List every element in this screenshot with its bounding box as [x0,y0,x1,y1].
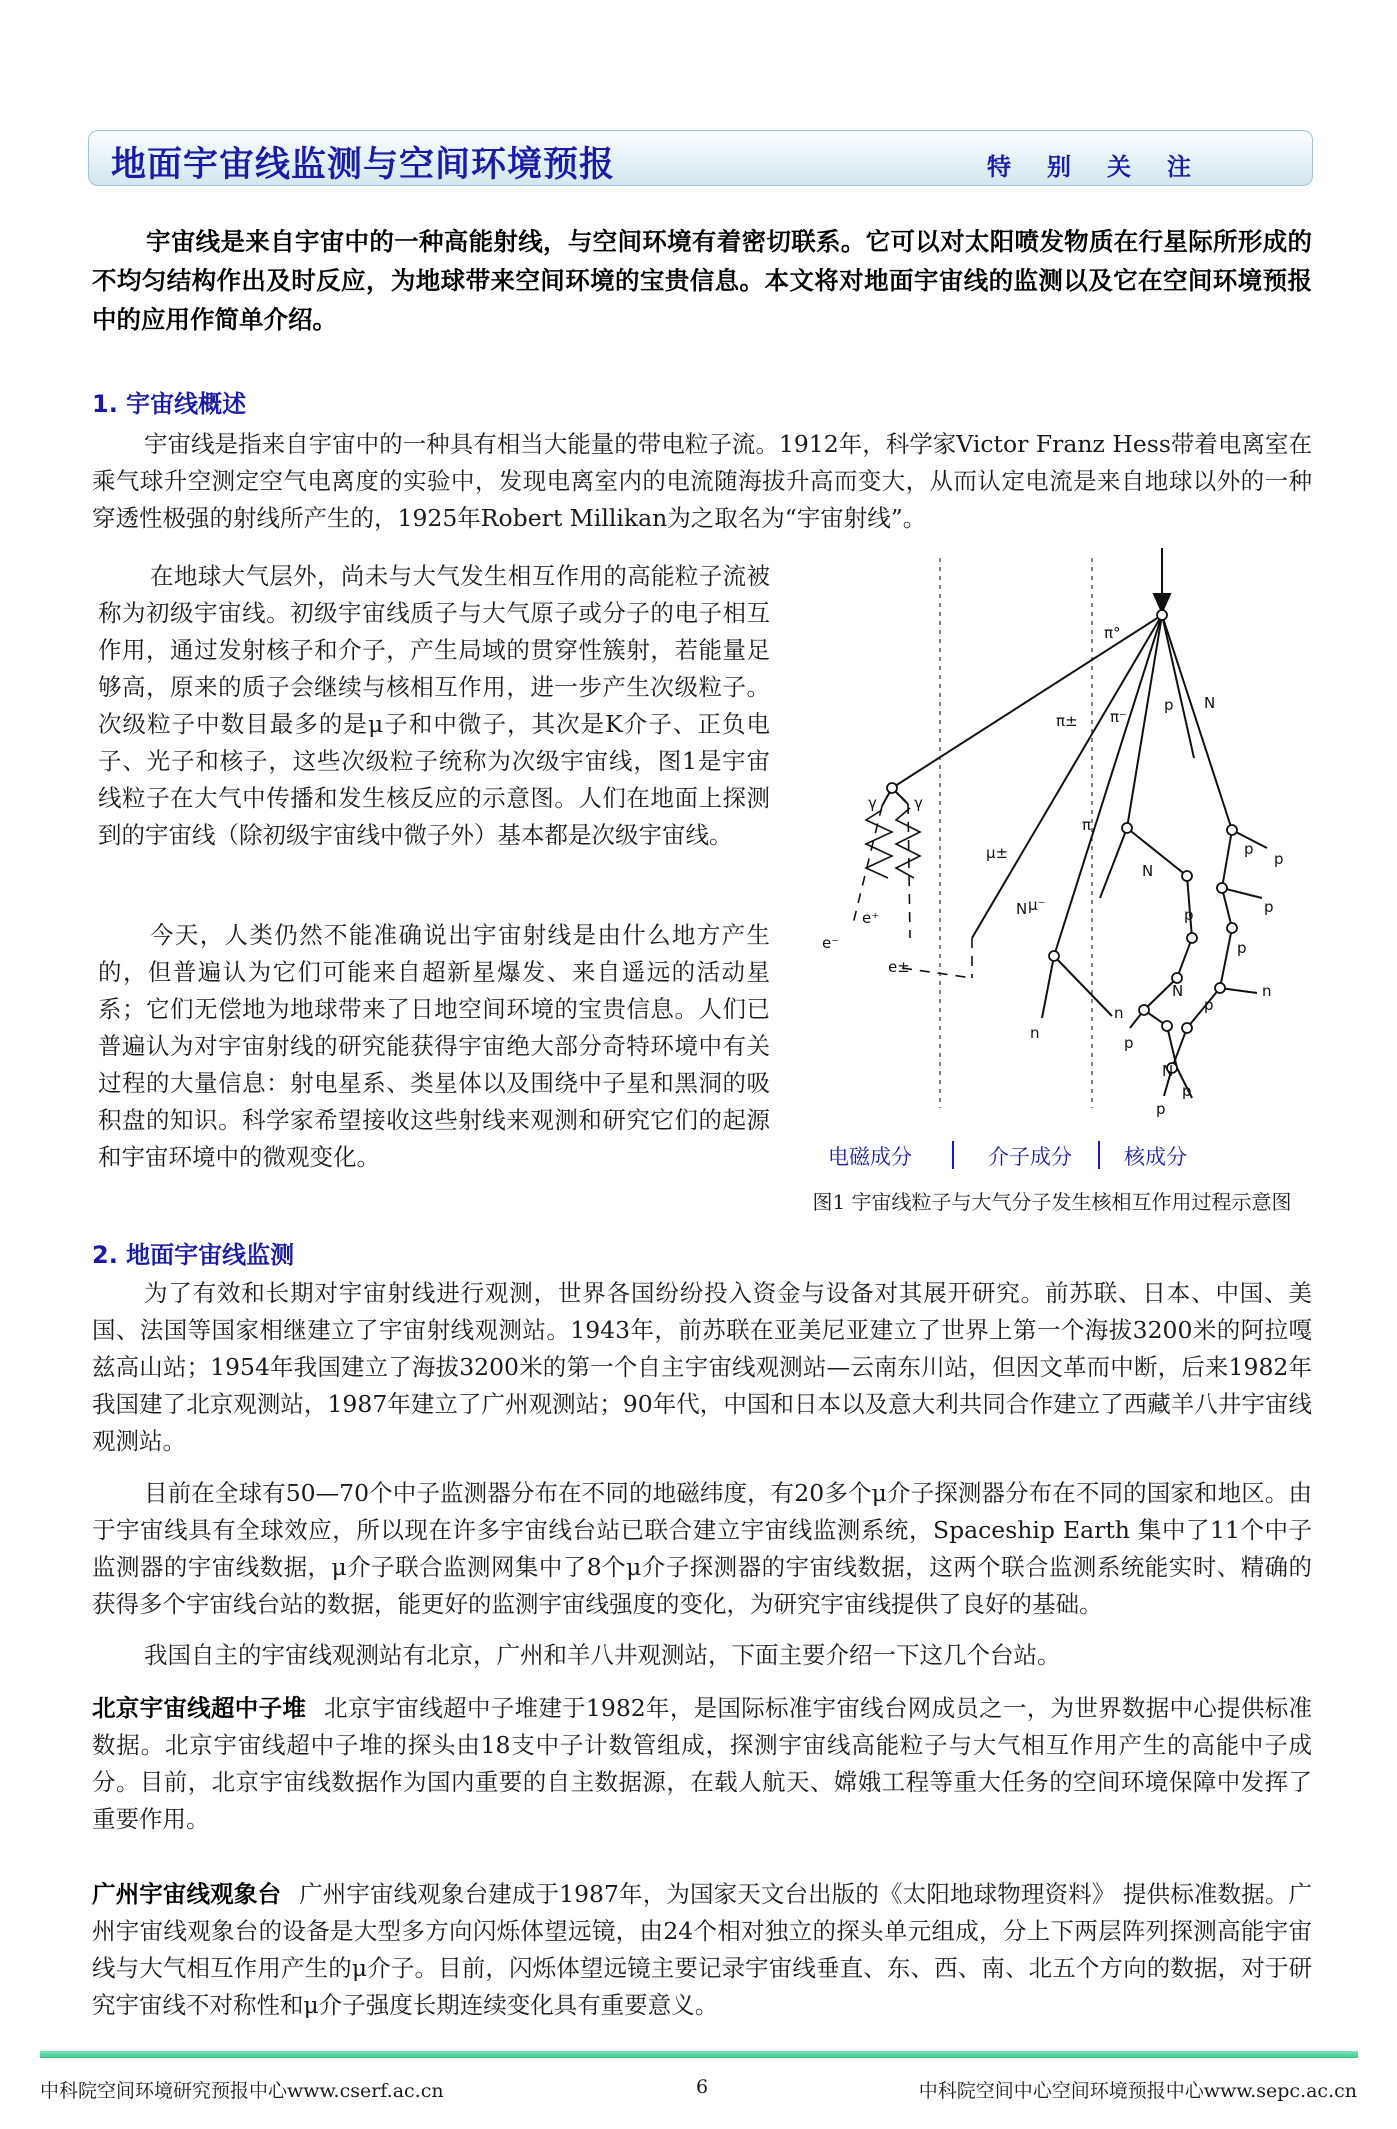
footer-right-link[interactable]: 中科院空间中心空间环境预报中心www.sepc.ac.cn [918,2080,1357,2102]
label-p-8: p [1124,1034,1134,1052]
label-pi-plus: π± [1056,712,1078,730]
label-p-10: p [1156,1100,1166,1118]
section-2-paragraph-3: 我国自主的宇宙线观测站有北京，广州和羊八井观测站，下面主要介绍一下这几个台站。 [144,1641,1061,1669]
label-pi-small: π [1082,816,1092,834]
label-N: N [1204,694,1216,712]
footer-rule [40,2051,1358,2058]
label-mu-pm: μ± [986,844,1009,862]
label-p-9: p [1182,1082,1192,1100]
label-e-minus: e⁻ [822,934,840,952]
legend-meson: 介子成分 [988,1145,1072,1169]
label-pi-minus: π⁻ [1110,708,1127,726]
guangzhou-station-title: 广州宇宙线观象台 [92,1880,282,1908]
label-p-5: p [1264,898,1274,916]
cosmic-ray-shower-diagram [792,548,1312,1124]
legend-nuclear: 核成分 [1124,1145,1187,1169]
beijing-station-text: 北京宇宙线超中子堆建于1982年，是国际标准宇宙线台网成员之一，为世界数据中心提供标准数据。北京宇宙线超中子堆的探头由18支中子计数管组成，探测宇宙线高能粒子与大气相互作用产生的高能中子成分。目前，北京宇宙线数据作为国内重要的自主数据源，在载人航天、嫦娥工程等重大任务的空间环境保障中发挥了重要作用。 [92,1694,1313,1833]
lead-paragraph: 宇宙线是来自宇宙中的一种高能射线，与空间环境有着密切联系。它可以对太阳喷发物质在行星际所形成的不均匀结构作出及时反应，为地球带来空间环境的宝贵信息。本文将对地面宇宙线的监测以及它在空间环境预报中的应用作简单介绍。 [92,227,1312,334]
column-tag: 特别关注 [987,153,1227,181]
page-number: 6 [696,2076,709,2098]
label-p: p [1164,696,1174,714]
label-p-2: p [1184,906,1194,924]
legend-separator [952,1141,954,1169]
label-p-4: p [1274,850,1284,868]
figure-caption: 图1 宇宙线粒子与大气分子发生核相互作用过程示意图 [812,1190,1292,1214]
label-N-2: N [1142,862,1154,880]
legend-electromagnetic: 电磁成分 [828,1145,912,1169]
figure-legend [792,1141,1312,1171]
article-banner [88,130,1313,186]
label-pi0: π° [1104,624,1121,642]
legend-separator [1098,1141,1100,1169]
label-p-3: p [1244,840,1254,858]
section-1-paragraph-1: 宇宙线是指来自宇宙中的一种具有相当大能量的带电粒子流。1912年，科学家Victor Franz Hess带着电离室在乘气球升空测定空气电离度的实验中，发现电离室内的电流随海拔升高而变大，从而认定电流是来自地球以外的一种穿透性极强的射线所产生的，1925年Robert Millikan为之取名为“宇宙射线”。 [92,430,1312,532]
section-1-paragraph-2: 在地球大气层外，尚未与大气发生相互作用的高能粒子流被称为初级宇宙线。初级宇宙线质子与大气原子或分子的电子相互作用，通过发射核子和介子，产生局域的贯穿性簇射，若能量足够高，原来的质子会继续与核相互作用，进一步产生次级粒子。次级粒子中数目最多的是μ子和中微子，其次是K介子、正负电子、光子和核子，这些次级粒子统称为次级宇宙线，图1是宇宙线粒子在大气中传播和发生核反应的示意图。人们在地面上探测到的宇宙线（除初级宇宙线中微子外）基本都是次级宇宙线。 [98,562,770,849]
label-n-3: n [1030,1024,1040,1042]
guangzhou-station-text: 广州宇宙线观象台建成于1987年，为国家天文台出版的《太阳地球物理资料》 提供标准数据。广州宇宙线观象台的设备是大型多方向闪烁体望远镜，由24个相对独立的探头单元组成，分上下两层阵列探测高能宇宙线与大气相互作用产生的μ介子。目前，闪烁体望远镜主要记录宇宙线垂直、东、西、南、北五个方向的数据，对于研究宇宙线不对称性和μ介子强度长期连续变化具有重要意义。 [92,1880,1313,2019]
section-2-paragraph-2: 目前在全球有50—70个中子监测器分布在不同的地磁纬度，有20多个μ介子探测器分布在不同的国家和地区。由于宇宙线具有全球效应，所以现在许多宇宙线台站已联合建立宇宙线监测系统，Spaceship Earth 集中了11个中子监测器的宇宙线数据，μ介子联合监测网集中了8个μ介子探测器的宇宙线数据，这两个联合监测系统能实时、精确的获得多个宇宙线台站的数据，能更好的监测宇宙线强度的变化，为研究宇宙线提供了良好的基础。 [92,1479,1312,1618]
label-mu-minus-N: N [1016,900,1028,918]
section-2-heading: 2. 地面宇宙线监测 [92,1241,295,1269]
section-1-heading: 1. 宇宙线概述 [92,390,247,418]
label-n-2: n [1114,1004,1124,1022]
label-N-3: N [1162,1062,1174,1080]
footer-left-link[interactable]: 中科院空间环境研究预报中心www.cserf.ac.cn [40,2080,444,2102]
section-1-paragraph-3: 今天，人类仍然不能准确说出宇宙射线是由什么地方产生的，但普遍认为它们可能来自超新星爆发、来自遥远的活动星系；它们无偿地为地球带来了日地空间环境的宝贵信息。人们已普遍认为对宇宙射线的研究能获得宇宙绝大部分奇特环境中有关过程的大量信息：射电星系、类星体以及围绕中子星和黑洞的吸积盘的知识。科学家希望接收这些射线来观测和研究它们的起源和宇宙环境中的微观变化。 [98,921,770,1171]
label-gamma-left: γ [868,794,877,812]
guangzhou-station-paragraph [92,1876,1312,2024]
label-e-plus: e⁺ [862,909,880,927]
label-mu-minus: μ⁻ [1028,896,1046,914]
beijing-station-title: 北京宇宙线超中子堆 [92,1694,307,1722]
label-e-pm: e± [888,958,910,976]
beijing-station-paragraph [92,1690,1312,1838]
article-title: 地面宇宙线监测与空间环境预报 [111,144,616,185]
label-gamma-right: γ [914,794,923,812]
label-p-7: p [1204,996,1214,1014]
section-2-paragraph-1: 为了有效和长期对宇宙射线进行观测，世界各国纷纷投入资金与设备对其展开研究。前苏联、日本、中国、美国、法国等国家相继建立了宇宙射线观测站。1943年，前苏联在亚美尼亚建立了世界上第一个海拔3200米的阿拉嘎兹高山站；1954年我国建立了海拔3200米的第一个自主宇宙线观测站—云南东川站，但因文革而中断，后来1982年我国建了北京观测站，1987年建立了广州观测站；90年代，中国和日本以及意大利共同合作建立了西藏羊八井宇宙线观测站。 [92,1279,1312,1455]
label-N-4: N [1172,982,1184,1000]
label-n-1: n [1262,982,1272,1000]
label-p-6: p [1237,939,1247,957]
